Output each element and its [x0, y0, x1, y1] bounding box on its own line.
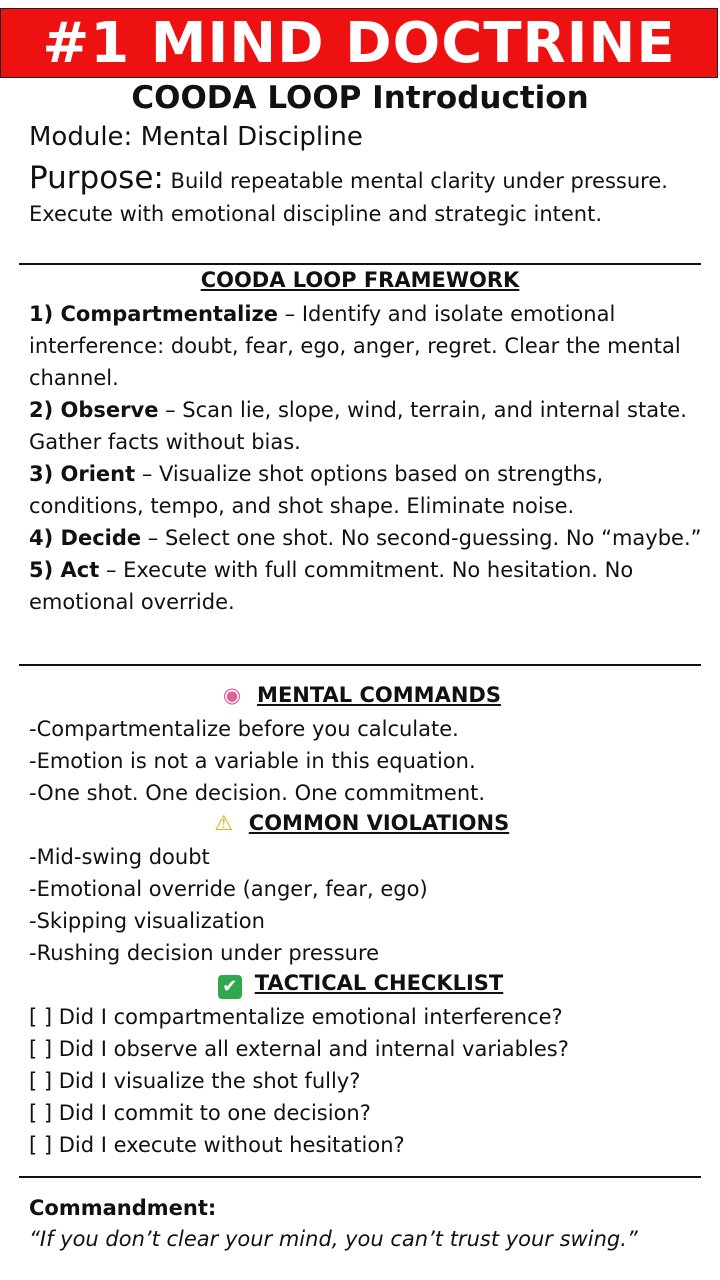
mental-commands-title: MENTAL COMMANDS: [257, 683, 501, 707]
checklist-title: TACTICAL CHECKLIST: [254, 971, 504, 995]
framework-step: [29, 554, 709, 618]
checklist-item: [ ] Did I commit to one decision?: [29, 1101, 371, 1125]
list-item: -Skipping visualization: [29, 909, 265, 933]
purpose-line: [29, 162, 709, 231]
framework-heading: COODA LOOP FRAMEWORK: [200, 268, 520, 292]
commandment-quote: “If you don’t clear your mind, you can’t trust your swing.”: [29, 1227, 638, 1251]
divider: [19, 664, 701, 666]
page-subtitle: COODA LOOP Introduction: [131, 80, 589, 116]
checklist-item: [ ] Did I execute without hesitation?: [29, 1133, 405, 1157]
list-item: -Mid-swing doubt: [29, 845, 210, 869]
step-desc: – Execute with full commitment. No hesitation. No emotional override.: [29, 558, 634, 614]
list-item: -One shot. One decision. One commitment.: [29, 781, 486, 805]
checklist-item: [ ] Did I compartmentalize emotional interference?: [29, 1005, 563, 1029]
purpose-label: Purpose:: [29, 160, 164, 196]
warning-icon: ⚠: [214, 811, 234, 835]
divider: [19, 1176, 701, 1178]
checklist-item: [ ] Did I visualize the shot fully?: [29, 1069, 361, 1093]
checklist-heading: [0, 971, 720, 999]
page-title: #1 MIND DOCTRINE: [42, 10, 676, 76]
mental-commands-list: [29, 713, 709, 809]
check-box-icon: ✔: [217, 971, 243, 999]
divider: [19, 263, 701, 265]
list-item: -Emotional override (anger, fear, ego): [29, 877, 428, 901]
framework-step: [29, 522, 709, 554]
framework-step: [29, 458, 709, 522]
checklist-item: [ ] Did I observe all external and internal variables?: [29, 1037, 569, 1061]
mental-commands-heading: [0, 683, 720, 707]
brain-icon: ◉: [222, 683, 242, 707]
violations-title: COMMON VIOLATIONS: [248, 811, 510, 835]
step-desc: – Select one shot. No second-guessing. No “maybe.”: [141, 526, 702, 550]
step-desc: – Identify and isolate emotional interference: doubt, fear, ego, anger, regret. Clear the mental channel.: [29, 302, 681, 390]
step-term: 2) Observe: [29, 398, 159, 422]
step-desc: – Scan lie, slope, wind, terrain, and internal state. Gather facts without bias.: [29, 398, 687, 454]
module-line: Module: Mental Discipline: [29, 122, 363, 152]
framework-step: [29, 394, 709, 458]
list-item: -Compartmentalize before you calculate.: [29, 717, 459, 741]
framework-step: [29, 298, 709, 394]
step-desc: – Visualize shot options based on strengths, conditions, tempo, and shot shape. Eliminate noise.: [29, 462, 604, 518]
list-item: -Emotion is not a variable in this equation.: [29, 749, 476, 773]
step-term: 1) Compartmentalize: [29, 302, 278, 326]
violations-list: [29, 841, 709, 969]
violations-heading: [0, 811, 720, 835]
step-term: 4) Decide: [29, 526, 142, 550]
step-term: 3) Orient: [29, 462, 136, 486]
purpose-text: Build repeatable mental clarity under pressure. Execute with emotional discipline and strategic intent.: [29, 169, 668, 226]
list-item: -Rushing decision under pressure: [29, 941, 380, 965]
commandment-label: Commandment:: [29, 1196, 217, 1220]
title-banner: [0, 8, 718, 78]
checklist-list: [29, 1001, 709, 1161]
step-term: 5) Act: [29, 558, 100, 582]
framework-steps: [29, 298, 709, 618]
